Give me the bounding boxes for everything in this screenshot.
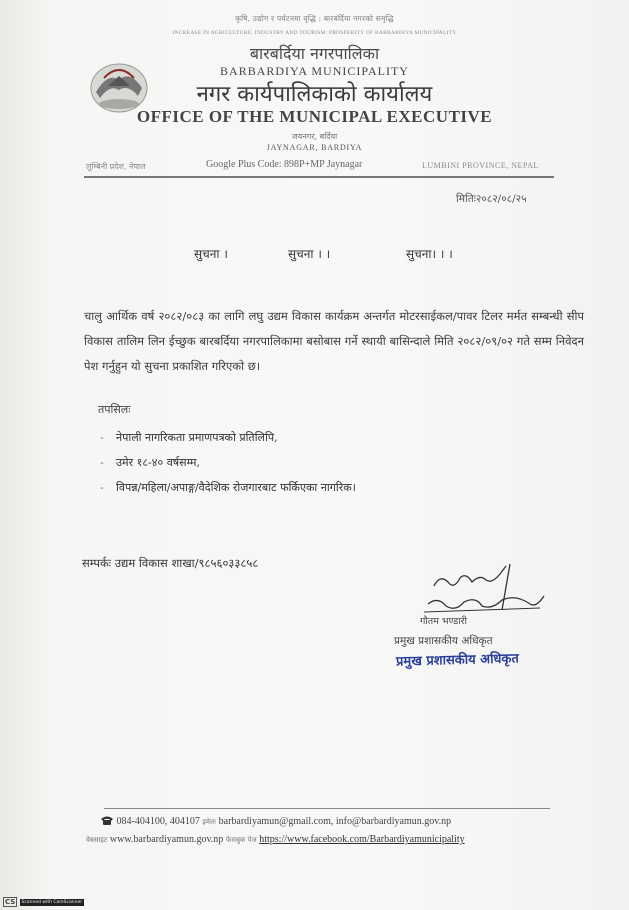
- address-english: JAYNAGAR, BARDIYA: [266, 143, 363, 152]
- official-stamp: प्रमुख प्रशासकीय अधिकृत: [395, 651, 520, 670]
- letter-date: मितिः२०८२/०८/२५: [456, 193, 527, 205]
- phone-numbers: 084-404100, 404107: [116, 816, 200, 827]
- office-name-nepali: नगर कार्यपालिकाको कार्यालय: [196, 82, 433, 107]
- camscanner-badge: [3, 897, 84, 907]
- phone-icon: [100, 815, 114, 825]
- email-addresses: barbardiyamun@gmail.com, info@barbardiyamun.gov.np: [218, 816, 452, 827]
- notice-heading: सुचना। । ।: [406, 247, 453, 261]
- website-link[interactable]: www.barbardiyamun.gov.np: [109, 834, 224, 845]
- website-label: वेबसाइट: [86, 836, 108, 844]
- facebook-link[interactable]: https://www.facebook.com/Barbardiyamunicipality: [259, 834, 465, 845]
- office-name-english: OFFICE OF THE MUNICIPAL EXECUTIVE: [136, 107, 493, 126]
- handwritten-signature-icon: [420, 560, 550, 620]
- camscanner-logo-icon: CS: [5, 898, 16, 906]
- tagline-nepali: कृषि, उद्योग र पर्यटनमा वृद्धि : बारबर्दिया नगरको समृद्धि: [235, 14, 394, 23]
- municipality-name-english: BARBARDIYA MUNICIPALITY: [220, 64, 409, 78]
- notice-heading: सुचना ।: [194, 247, 228, 261]
- requirement-text: नेपाली नागरिकता प्रमाणपत्रको प्रतिलिपि,: [116, 431, 278, 444]
- signatory-title: प्रमुख प्रशासकीय अधिकृत: [394, 635, 493, 647]
- requirement-text: उमेर १८-४० वर्षसम्म,: [116, 456, 200, 469]
- footer-contact: [100, 815, 451, 827]
- facebook-label: फेसबुक पेज: [225, 836, 257, 844]
- footer-web: [86, 834, 465, 845]
- list-item: - नेपाली नागरिकता प्रमाणपत्रको प्रतिलिपि,: [100, 431, 278, 444]
- contact-line: सम्पर्कः उद्यम विकास शाखा/९८५६०३३८५८: [82, 556, 259, 570]
- list-item: - विपन्न/महिला/अपाङ्ग/वैदेशिक रोजगारबाट फर्किएका नागरिक।: [100, 481, 356, 494]
- footer-divider: [104, 808, 550, 809]
- plus-code: Google Plus Code: 898P+MP Jaynagar: [206, 159, 363, 170]
- requirements-list: [100, 430, 356, 505]
- list-item: - उमेर १८-४० वर्षसम्म,: [100, 456, 200, 469]
- tagline-english: INCREASE IN AGRICULTURE, INDUSTRY AND TOURISM: PROSPERITY OF BARBARDIYA MUNICIPALITY: [172, 30, 457, 36]
- municipality-name-nepali: बारबर्दिया नगरपालिका: [249, 44, 380, 63]
- requirement-text: विपन्न/महिला/अपाङ्ग/वैदेशिक रोजगारबाट फर्किएका नागरिक।: [116, 481, 356, 494]
- email-label: इमेलः: [202, 818, 217, 826]
- province-english: LUMBINI PROVINCE, NEPAL: [422, 161, 539, 170]
- notice-body: [84, 304, 584, 379]
- notice-heading: सुचना । ।: [288, 247, 331, 261]
- signatory-name: गौतम भण्डारी: [420, 616, 468, 627]
- address-nepali: जयनगर, बर्दिया: [291, 132, 338, 141]
- camscanner-text: Scanned with CamScanner: [21, 900, 83, 905]
- details-label: तपसिलः: [98, 403, 131, 416]
- notice-body-text: चालु आर्थिक वर्ष २०८२/०८३ का लागि लघु उद्यम विकास कार्यक्रम अन्तर्गत मोटरसाईकल/पावर टिलर मर्मत सम्बन्धी सीप विकास तालिम लिन ईच्छुक बारबर्दिया नगरपालिकामा बसोबास गर्ने स्थायी बासिन्दाले मिति २०८२/०९/०२ गते सम्म निवेदन पेश गर्नुहुन यो सुचना प्रकाशित गरिएको छ।: [84, 309, 584, 373]
- header-divider: [84, 176, 554, 178]
- province-nepali: लुम्बिनी प्रदेश, नेपाल: [86, 162, 146, 171]
